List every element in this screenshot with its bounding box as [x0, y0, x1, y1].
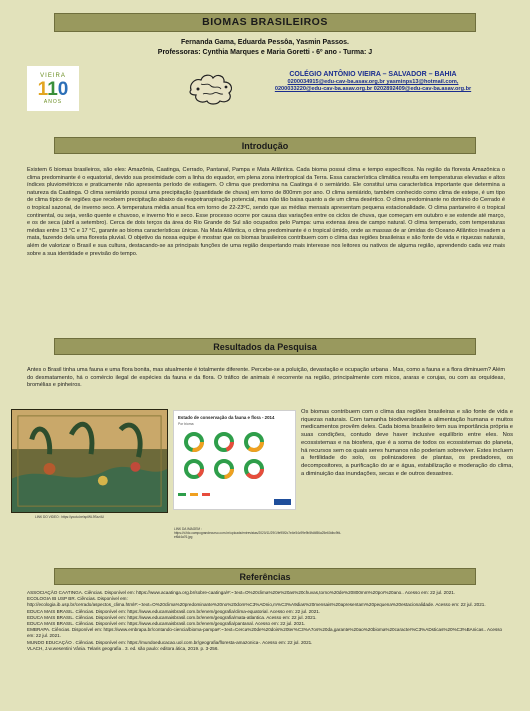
authors-block: [54, 38, 476, 58]
reference-item: MUNDO EDUCAÇÃO . Ciências. Disponível em: https://mundoeducacao.uol.com.br/geografia/floresta-amazonica-. Acesso em: 22 jul. 2021.: [27, 639, 313, 645]
logo-digit: 0: [57, 78, 69, 100]
authors-line: Fernanda Gama, Eduarda Pessôa, Yasmin Passos.: [181, 39, 349, 46]
reference-item: EDUCA MAIS BRASIL. Ciências. Disponível em: https://www.educamaisbrasil.com.br/enem/geografia/mata-atlantica. Acesso em: 22 jul. 2021.: [27, 614, 317, 620]
intro-paragraph: Existem 6 biomas brasileiros, são eles: Amazônia, Caatinga, Cerrado, Pantanal, Pampa e Mata Atlântica. Cada bioma possui clima e tempo específicos. Na região da floresta Amazônica o clima predominante é o equatorial, devido sua proximidade com a linha do equador, em plena zona intertropical da Terra. Essa característica climática resulta em temperaturas elevadas e altos índices pluviométricos e praticamente não apresenta período de estiagem. O clima que predomina na Caatinga é o semiárido. Ele constitui uma característica importante que determina a natureza da Caatinga. O clima semiárido possui uma precipitação (quantidade de chuva) em torno de 800mm por ano. O clima semiárido, também conhecido como clima de estepe, é um tipo de clima típico de regiões que recebem precipitação abaixo da evapotranspiração potencial, mas não tão baixa quanto a de um clima desértico. O clima predominante no domínio do Cerrado é o tropical sazonal, de inverno seco. A temperatura média anual fica em torno de 22-23ºC, sendo que as médias mensais apresentam pequena estacionalidade. O clima pantaneiro é o tropical continental, ou seja, verão quente e chuvoso, e inverno frio e seco. Esse processo ocorre por causa das variações entre os ciclos de chuva, que começam em outubro e se estende até março, e os de seca (abril a setembro). Cerca de dois terços da área do Rio Grande do Sul são ocupados pelo Pampa: uma extensa área de campo natural. O clima temperado, com temperaturas médias entre 13 °C e 17 °C, garante ao bioma características únicas. Na Mata Atlântica, o clima predominante é o tropical úmido, onde as massas de ar úmidas do Oceano Atlântico invadem a mata, fazendo dela uma floresta pluvial. O objetivo da nossa equipe é mostrar que os biomas brasileiros contribuem com o clima das regiões brasileiras e são fonte de vida e riquezas naturais, além de valorizar o Brasil e sua cultura, destacando-se as principais funções de uma região despertando mais interesse nos leitores ou nativos de alguma região, aprendendo cada vez mais sobre a sua identidade e previsão do tempo.: [27, 167, 505, 257]
reference-item: ASSOCIAÇÃO CAATINGA. Ciências. Disponível em: https://www.acaatinga.org.br/sobre-caatinga/#:~:text=O%20clima%20e%20as%20chuvas,torno%20de%20800mm%20por%20ano.. Acesso em: 22 jul. 2021.: [27, 590, 456, 595]
biomes-contribution-paragraph: Os biomas contribuem com o clima das regiões brasileiras e são fonte de vida e riquezas naturais. Com tamanha biodiversidade a alimentação humana e muitos medicamentos provêm deles. Cada bioma brasileiro tem sua importância própria e suas condições, contudo deve haver inclusive equilíbrio entre eles. Nos ecossistemas e na biosfera, que é a soma de todos os ecossistemas do planeta, há recursos sem os quais seres humanos não poderiam sobreviver. Estes incluem a fertilidade do solo, os polinizadores de plantas, os predadores, os decompositores, a purificação do ar e água, estabilização e moderação do clima, a diminuição das inundações, secas e de outros desastres.: [301, 409, 514, 477]
references-heading: Referências: [54, 568, 476, 585]
conservation-infographic: [173, 410, 296, 510]
reference-item: ECOLOGIA IB USP BR. Ciências. Disponível em: http://ecologia.ib.usp.br/cerrado/aspectos_clima.html#:~:text=O%20clima%20predominante%20no%20dom%C3%ADnio,m%C3%A9dias%20mensais%20apresentam%20pequena%20estacionalidade. Acesso em: 22 jul. 2021.: [27, 596, 486, 608]
school-emblem-icon: [187, 70, 237, 106]
school-name: COLÉGIO ANTÔNIO VIEIRA – SALVADOR – BAHIA: [289, 71, 457, 78]
results-paragraph: Antes o Brasil tinha uma fauna e uma flora bonita, mas atualmente é totalmente diferente. Percebe-se a poluição, devastação e ocupação urbana . Mas, como a fauna e a flora diminuem? Além do desmatamento, há o comércio ilegal de espécies da fauna e da flora. O tráfico de animais é recorrente na região, principalmente com micos, araras e corujas, ou com as orquídeas, bromélias e pinheiros.: [27, 367, 505, 389]
email-line[interactable]: 0200034915@edu-cav-ba.asav.org.br yasminps13@hotmail.com,: [287, 79, 459, 85]
intro-heading: Introdução: [54, 137, 476, 154]
page-title: BIOMAS BRASILEIROS: [54, 13, 476, 32]
image-link[interactable]: LINK DA IMAGEM : https://d.fdc.campograndecurso.com.br/uploads/entrevistas/2020/11/29/1/fe95f2c7e4e54c99e9b5fd4f86a25e60dbc9fd-ef6d4a76.jpg: [174, 527, 342, 539]
reference-item: EMBRAPA. Ciências. Disponível em: https://www.embrapa.br/contando-ciencia/bioma-pampa#:~:text=Cerca%20de%20dois%20ter%C3%A7os%20da,garante%20ao%20bioma%20caracter%C3%ADsticas%20%C3%BAnicas.. Acesso em: 22 jul. 2021.: [27, 627, 503, 639]
infographic-subtitle: Por bioma: [178, 422, 194, 426]
teachers-line: Professoras: Cynthia Marques e Maria Goretti - 6º ano - Turma: J: [157, 49, 373, 56]
results-heading: Resultados da Pesquisa: [54, 338, 476, 355]
school-info: [238, 70, 508, 93]
infographic-graphic: [174, 411, 295, 509]
email-line[interactable]: 0200033220@edu-cav-ba.asav.org.br 0202892409@edu-cav-ba.asav.org.br: [274, 86, 472, 92]
reference-item: EDUCA MAIS BRASIL. Ciências. Disponível em: https://www.educamaisbrasil.com.br/enem/geografia/clima-equatorial. Acesso em: 22 jul. 2021.: [27, 608, 321, 614]
references-list: [27, 590, 505, 652]
logo-digit: 1: [47, 78, 58, 100]
video-link[interactable]: LINK DO VIDEO : https://youtu.be/spiWL9Sxz4U: [35, 515, 104, 519]
vieira-110-logo: [27, 66, 79, 111]
logo-bottom-text: ANOS: [43, 98, 63, 105]
reference-item: VLACH, J.w.wesentini Vânia. Telaris geografia . 3. ed. são paulo: editora ática, 2019. p. 3-256.: [27, 645, 219, 651]
reference-item: EDUCA MAIS BRASIL. Ciências. Disponível em: https://www.educamaisbrasil.com.br/enem/geografia/pantanal. Acesso em: 22 jul. 2021.: [27, 621, 306, 627]
video-thumbnail[interactable]: [11, 409, 168, 513]
infographic-title: Estado de conservação da fauna e flora - 2014: [178, 415, 275, 420]
logo-number: [38, 80, 69, 99]
logo-digit: 1: [37, 78, 48, 100]
logo-top-text: VIEIRA: [40, 72, 66, 79]
